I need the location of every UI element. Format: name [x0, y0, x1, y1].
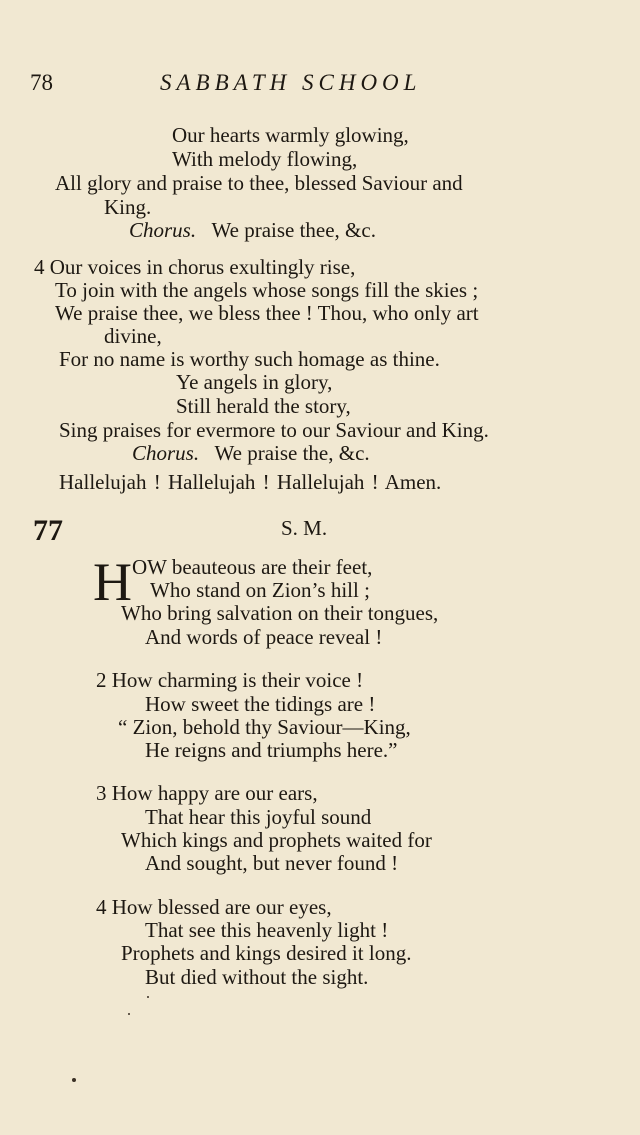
verse-line: OW beauteous are their feet,	[132, 555, 373, 579]
verse-line: divine,	[104, 324, 162, 348]
verse-line: 2 How charming is their voice !	[96, 668, 364, 692]
verse-line: Who bring salvation on their tongues,	[121, 601, 439, 625]
chorus-label: Chorus.	[132, 441, 200, 465]
verse-line: Our hearts warmly glowing,	[172, 123, 409, 147]
verse-line: That hear this joyful sound	[145, 805, 372, 829]
ink-speck	[72, 1078, 76, 1082]
hallelujah-line: Hallelujah ! Hallelujah ! Hallelujah ! Amen.	[59, 470, 442, 494]
verse-line: 3 How happy are our ears,	[96, 781, 318, 805]
chorus-label: Chorus.	[129, 218, 197, 242]
ink-speck	[128, 1013, 130, 1015]
verse-line: 4 How blessed are our eyes,	[96, 895, 332, 919]
verse-line: All glory and praise to thee, blessed Saviour and	[55, 171, 463, 195]
chorus-line	[129, 218, 376, 242]
verse-line: “ Zion, behold thy Saviour—King,	[118, 715, 411, 739]
verse-line: To join with the angels whose songs fill the skies ;	[55, 278, 479, 302]
verse-line: And sought, but never found !	[145, 851, 399, 875]
chorus-line	[132, 441, 370, 465]
chorus-text: We praise thee, &c.	[211, 218, 376, 242]
running-title: SABBATH SCHOOL	[160, 70, 422, 95]
verse-line: That see this heavenly light !	[145, 918, 389, 942]
verse-line: For no name is worthy such homage as thine.	[59, 347, 440, 371]
hymn-meter: S. M.	[281, 516, 328, 540]
verse-line: King.	[104, 195, 152, 219]
verse-line: With melody flowing,	[172, 147, 358, 171]
verse-line: And words of peace reveal !	[145, 625, 383, 649]
verse-line: Ye angels in glory,	[176, 370, 333, 394]
chorus-text: We praise the, &c.	[214, 441, 370, 465]
verse-line: Who stand on Zion’s hill ;	[150, 578, 370, 602]
verse-line: But died without the sight.	[145, 965, 369, 989]
verse-line: Sing praises for evermore to our Saviour and King.	[59, 418, 489, 442]
verse-line: Which kings and prophets waited for	[121, 828, 432, 852]
verse-line: Prophets and kings desired it long.	[121, 941, 412, 965]
verse-line: We praise thee, we bless thee ! Thou, who only art	[55, 301, 479, 325]
verse-line: Still herald the story,	[176, 394, 351, 418]
verse-line: How sweet the tidings are !	[145, 692, 376, 716]
verse-line: 4 Our voices in chorus exultingly rise,	[34, 255, 356, 279]
page-number: 78	[30, 70, 53, 95]
drop-cap: H	[93, 552, 132, 612]
ink-speck	[147, 996, 149, 998]
verse-line: He reigns and triumphs here.”	[145, 738, 398, 762]
hymn-number: 77	[33, 514, 63, 547]
